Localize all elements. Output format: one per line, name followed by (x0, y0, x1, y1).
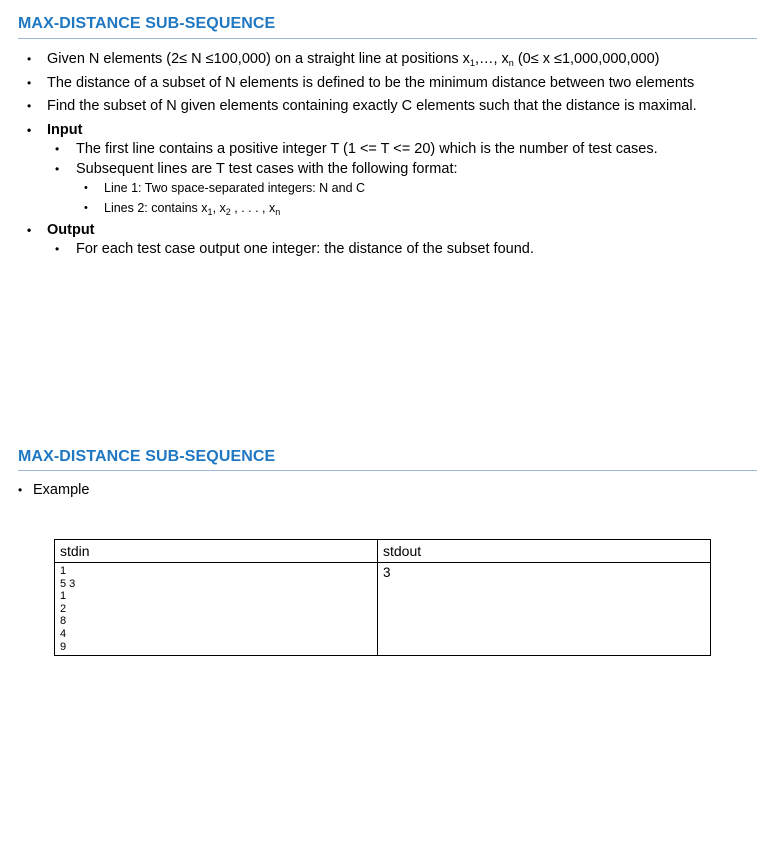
stdin-cell (55, 563, 378, 656)
bullet-dot: • (27, 123, 32, 137)
table-row (55, 563, 711, 656)
table-header-row (55, 540, 711, 563)
io-example-table (54, 539, 711, 656)
subscript: n (275, 207, 281, 217)
stdout-cell: 3 (378, 563, 711, 656)
bullet-text: ,…, x (474, 51, 509, 67)
stdin-line: 8 (60, 615, 67, 628)
bullet-text: For each test case output one integer: the distance of the subset found. (76, 241, 534, 257)
bullet-line1-format (84, 179, 366, 197)
bullet-dot: • (84, 202, 88, 214)
bullet-text: , . . . , x (230, 201, 276, 215)
bullet-input-subsequent (55, 160, 458, 178)
bullet-dot: • (27, 99, 32, 113)
header-stdin: stdin (55, 540, 378, 563)
slide2-title: MAX-DISTANCE SUB-SEQUENCE (18, 448, 276, 465)
stdin-line: 5 3 (60, 577, 76, 590)
bullet-example (18, 481, 90, 499)
bullet-text: The distance of a subset of N elements is defined to be the minimum distance between two elements (47, 75, 695, 91)
bullet-dot: • (55, 242, 60, 256)
stdin-line: 1 (60, 590, 67, 603)
bullet-text: (0≤ x ≤1,000,000,000) (513, 51, 660, 67)
bullet-text: Given N elements (2≤ N ≤100,000) on a straight line at positions x (47, 51, 470, 67)
bullet-output-desc (55, 240, 534, 258)
subscript: n (508, 58, 514, 68)
bullet-text: Subsequent lines are T test cases with the following format: (76, 161, 458, 177)
stdin-line: 1 (60, 565, 67, 577)
bullet-text: , x (212, 201, 226, 215)
bullet-input-first-line (55, 140, 658, 158)
bullet-text: Line 1: Two space-separated integers: N and C (104, 181, 366, 195)
slide1-title: MAX-DISTANCE SUB-SEQUENCE (18, 15, 276, 32)
bullet-text: Find the subset of N given elements containing exactly C elements such that the distance is maximal. (47, 98, 697, 114)
bullet-dot: • (84, 182, 88, 194)
bullet-dot: • (55, 162, 60, 176)
bullet-dot: • (18, 483, 23, 497)
slide2-title-rule (18, 470, 757, 471)
bullet-find-subset (27, 97, 697, 115)
bullet-text: Lines 2: contains x (104, 201, 208, 215)
slide1-title-rule (18, 38, 757, 39)
bullet-dot: • (55, 142, 60, 156)
stdin-line: 9 (60, 640, 67, 653)
bullet-distance-definition (27, 74, 695, 92)
bullet-dot: • (27, 76, 32, 90)
subscript: 2 (225, 207, 231, 217)
header-stdout: stdout (378, 540, 711, 563)
bullet-output-label (27, 221, 95, 239)
stdin-line: 2 (60, 602, 67, 615)
section-label: Input (47, 122, 83, 138)
subscript: 1 (469, 58, 475, 68)
bullet-dot: • (27, 223, 32, 237)
section-label: Output (47, 222, 95, 238)
bullet-dot: • (27, 52, 32, 66)
bullet-lines2-format (84, 199, 281, 217)
stdin-line: 4 (60, 627, 67, 640)
bullet-text: The first line contains a positive integer T (1 <= T <= 20) which is the number of test cases. (76, 141, 658, 157)
bullet-given-elements (27, 50, 660, 68)
bullet-input-label (27, 121, 83, 139)
example-label: Example (33, 482, 90, 498)
subscript: 1 (207, 207, 213, 217)
